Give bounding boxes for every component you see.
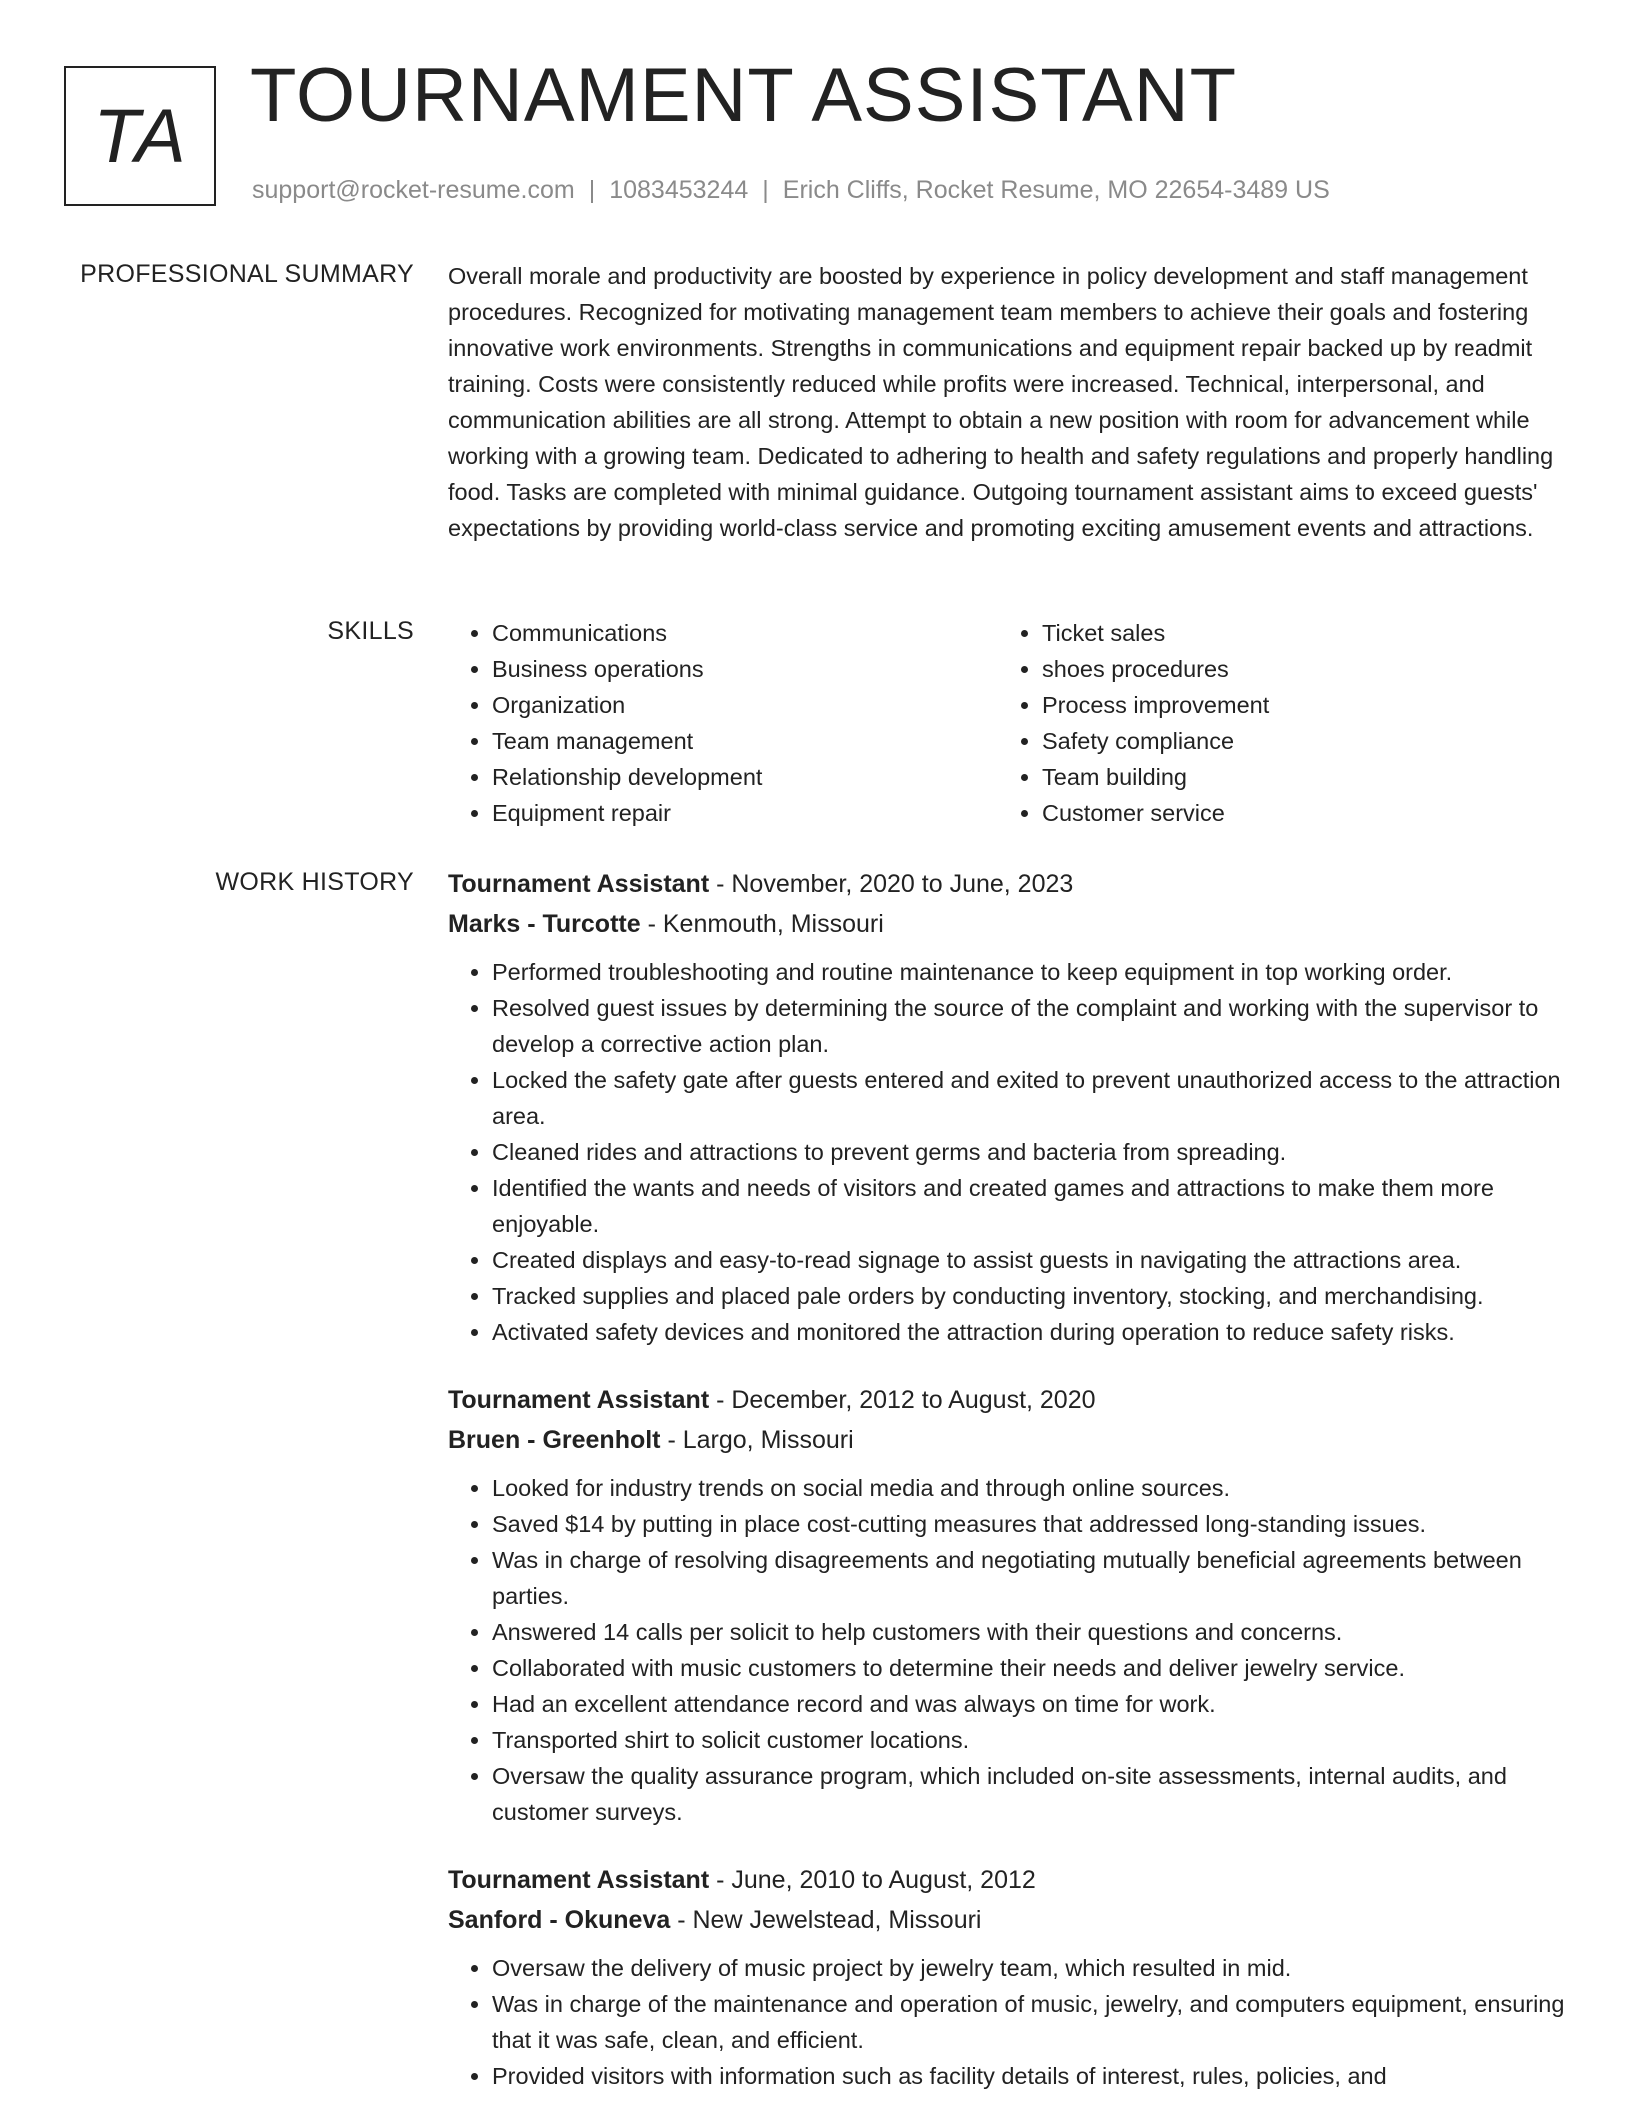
job-bullet: • Collaborated with music customers to determine their needs and deliver jewelry service. <box>492 1650 1566 1686</box>
summary-label: PROFESSIONAL SUMMARY <box>80 260 414 288</box>
job-company-line: Sanford - Okuneva - New Jewelstead, Missouri <box>448 1906 982 1934</box>
job-company-line: Bruen - Greenholt - Largo, Missouri <box>448 1426 854 1454</box>
monogram-box <box>64 66 216 206</box>
job-bullet: • Oversaw the delivery of music project by jewelry team, which resulted in mid. <box>492 1950 1566 1986</box>
job-dates: June, 2010 to August, 2012 <box>731 1866 1036 1894</box>
job-bullet: • Transported shirt to solicit customer locations. <box>492 1722 1566 1758</box>
skills-list-right <box>998 615 1548 831</box>
job-bullet: • Oversaw the quality assurance program, which included on-site assessments, internal audits, and customer surveys. <box>492 1758 1566 1830</box>
skill-item: • Customer service <box>1042 795 1548 831</box>
job-bullet: • Locked the safety gate after guests entered and exited to prevent unauthorized access to the attraction area. <box>492 1062 1566 1134</box>
skill-item: • shoes procedures <box>1042 651 1548 687</box>
job-bullet: • Identified the wants and needs of visitors and created games and attractions to make them more enjoyable. <box>492 1170 1566 1242</box>
contact-separator: | <box>762 176 769 204</box>
skill-item: • Relationship development <box>492 759 998 795</box>
job-dates: December, 2012 to August, 2020 <box>731 1386 1096 1414</box>
job-entry <box>448 864 1566 1350</box>
job-company: Marks - Turcotte <box>448 910 641 938</box>
job-company-line: Marks - Turcotte - Kenmouth, Missouri <box>448 910 884 938</box>
job-bullet: • Had an excellent attendance record and was always on time for work. <box>492 1686 1566 1722</box>
skill-item: • Organization <box>492 687 998 723</box>
contact-email: support@rocket-resume.com <box>252 176 575 204</box>
work-body <box>448 864 1566 2124</box>
job-location: New Jewelstead, Missouri <box>692 1906 982 1934</box>
job-entry <box>448 1380 1566 1830</box>
contact-address: Erich Cliffs, Rocket Resume, MO 22654-3489 US <box>782 176 1330 204</box>
job-location: Largo, Missouri <box>682 1426 854 1454</box>
skill-item: • Business operations <box>492 651 998 687</box>
skills-label: SKILLS <box>327 617 414 645</box>
job-company: Bruen - Greenholt <box>448 1426 661 1454</box>
skill-item: • Communications <box>492 615 998 651</box>
job-bullet: • Provided visitors with information such as facility details of interest, rules, policies, and <box>492 2058 1566 2094</box>
job-title: Tournament Assistant <box>448 1866 710 1894</box>
job-bullet: • Resolved guest issues by determining the source of the complaint and working with the supervisor to develop a corrective action plan. <box>492 990 1566 1062</box>
contact-line <box>252 176 1330 205</box>
skills-grid <box>448 615 1566 831</box>
job-bullets <box>448 1470 1566 1830</box>
skill-item: • Equipment repair <box>492 795 998 831</box>
skill-item: • Ticket sales <box>1042 615 1548 651</box>
job-bullet: • Answered 14 calls per solicit to help customers with their questions and concerns. <box>492 1614 1566 1650</box>
monogram-initials: TA <box>93 93 187 179</box>
job-bullet: • Performed troubleshooting and routine maintenance to keep equipment in top working order. <box>492 954 1566 990</box>
summary-body <box>448 258 1566 546</box>
summary-text: Overall morale and productivity are boosted by experience in policy development and staff management procedures. Recognized for motivating management team members to achieve their goals and fostering innovative work environments. Strengths in communications and equipment repair backed up by readmit training. Costs were consistently reduced while profits were increased. Technical, interpersonal, and communication abilities are all strong. Attempt to obtain a new position with room for advancement while working with a growing team. Dedicated to adhering to health and safety regulations and properly handling food. Tasks are completed with minimal guidance. Outgoing tournament assistant aims to exceed guests' expectations by providing world-class service and promoting exciting amusement events and attractions. <box>448 263 1554 541</box>
job-bullet: • Cleaned rides and attractions to prevent germs and bacteria from spreading. <box>492 1134 1566 1170</box>
contact-separator: | <box>588 176 596 204</box>
job-entry <box>448 1860 1566 2094</box>
job-bullet: • Tracked supplies and placed pale orders by conducting inventory, stocking, and merchandising. <box>492 1278 1566 1314</box>
skills-list-left <box>448 615 998 831</box>
job-bullet: • Created displays and easy-to-read signage to assist guests in navigating the attractions area. <box>492 1242 1566 1278</box>
job-location: Kenmouth, Missouri <box>662 910 884 938</box>
resume-name: TOURNAMENT ASSISTANT <box>250 53 1238 138</box>
job-title-line: Tournament Assistant - June, 2010 to August, 2012 <box>448 1866 1036 1894</box>
skills-body <box>448 615 1566 831</box>
skill-item: • Process improvement <box>1042 687 1548 723</box>
job-dates: November, 2020 to June, 2023 <box>731 870 1074 898</box>
job-bullet: • Was in charge of resolving disagreements and negotiating mutually beneficial agreements between parties. <box>492 1542 1566 1614</box>
job-bullet: • Was in charge of the maintenance and operation of music, jewelry, and computers equipment, ensuring that it was safe, clean, and efficient. <box>492 1986 1566 2058</box>
job-company: Sanford - Okuneva <box>448 1906 671 1934</box>
contact-phone: 1083453244 <box>609 176 749 204</box>
skill-item: • Team management <box>492 723 998 759</box>
job-bullet: • Activated safety devices and monitored the attraction during operation to reduce safety risks. <box>492 1314 1566 1350</box>
skill-item: • Team building <box>1042 759 1548 795</box>
job-title: Tournament Assistant <box>448 870 710 898</box>
job-bullets <box>448 954 1566 1350</box>
job-bullet: • Saved $14 by putting in place cost-cutting measures that addressed long-standing issues. <box>492 1506 1566 1542</box>
job-title-line: Tournament Assistant - December, 2012 to August, 2020 <box>448 1386 1096 1414</box>
job-bullet: • Looked for industry trends on social media and through online sources. <box>492 1470 1566 1506</box>
work-label: WORK HISTORY <box>215 868 414 896</box>
job-title: Tournament Assistant <box>448 1386 710 1414</box>
job-title-line: Tournament Assistant - November, 2020 to June, 2023 <box>448 870 1074 898</box>
skill-item: • Safety compliance <box>1042 723 1548 759</box>
job-bullets <box>448 1950 1566 2094</box>
